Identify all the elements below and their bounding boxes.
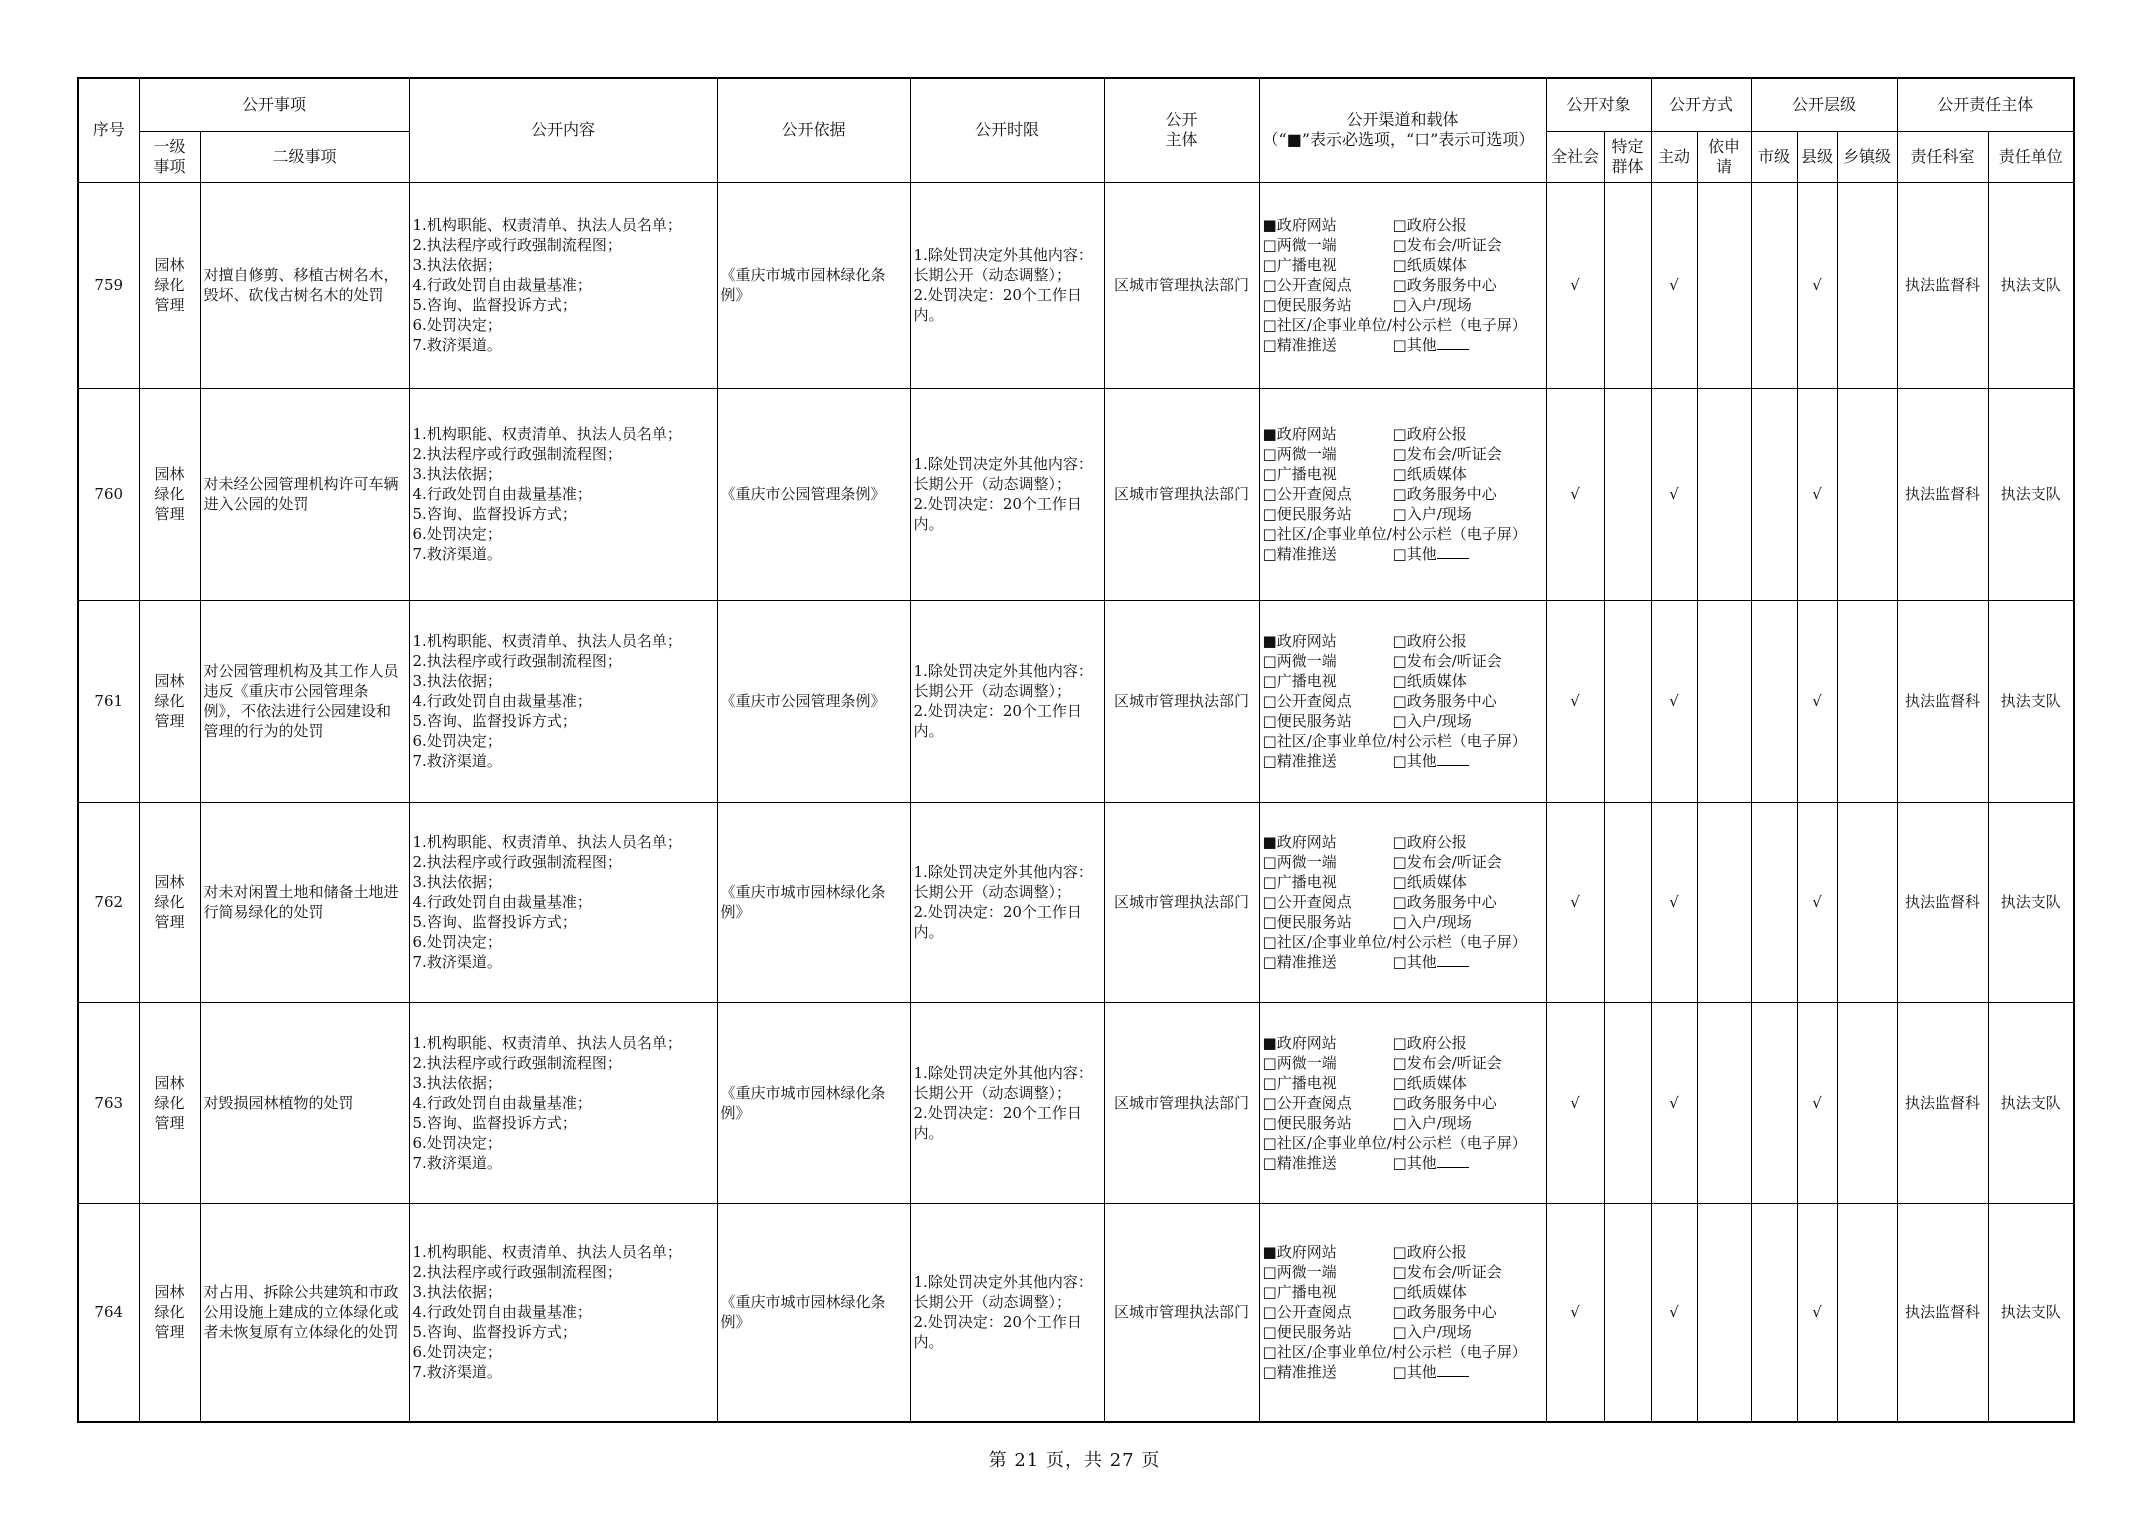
content-line: 5.咨询、监督投诉方式； xyxy=(412,712,577,730)
header-level-county: 县级 xyxy=(1797,131,1837,182)
content-line: 6.处罚决定； xyxy=(412,1343,502,1362)
cell-basis: 《重庆市城市园林绿化条例》 xyxy=(717,1203,910,1422)
channel-option: □便民服务站 xyxy=(1262,505,1352,523)
channel-option: ■政府网站 xyxy=(1262,632,1337,650)
cell-seq: 764 xyxy=(78,1203,139,1422)
content-line: 3.执法依据； xyxy=(412,672,502,690)
header-level2: 二级事项 xyxy=(200,131,409,182)
cell-resp-unit: 执法支队 xyxy=(1988,388,2074,600)
cell-method-request xyxy=(1697,182,1751,388)
cell-resp-unit: 执法支队 xyxy=(1988,600,2074,802)
cell-level-county: √ xyxy=(1797,802,1837,1002)
channel-option: □入户/现场 xyxy=(1392,1323,1472,1342)
channel-option-precise: □精准推送 xyxy=(1262,545,1337,563)
content-line: 2.执法程序或行政强制流程图； xyxy=(412,445,622,463)
header-resp-unit: 责任单位 xyxy=(1988,131,2074,182)
channel-option: □入户/现场 xyxy=(1392,712,1472,730)
cell-level1: 园林绿化管理 xyxy=(139,802,200,1002)
header-items: 公开事项 xyxy=(139,78,409,131)
content-line: 2.执法程序或行政强制流程图； xyxy=(412,236,622,254)
cell-level-town xyxy=(1837,1203,1897,1422)
cell-resp-office: 执法监督科 xyxy=(1897,182,1988,388)
cell-level-county: √ xyxy=(1797,182,1837,388)
channel-option: □纸质媒体 xyxy=(1392,672,1467,690)
cell-level-city xyxy=(1751,182,1797,388)
channel-option: □公开查阅点 xyxy=(1262,1093,1352,1112)
channel-option: □入户/现场 xyxy=(1392,913,1472,931)
channel-option: □发布会/听证会 xyxy=(1392,652,1502,670)
table-body xyxy=(78,182,2074,1422)
channel-option: □两微一端 xyxy=(1262,236,1337,254)
cell-resp-unit: 执法支队 xyxy=(1988,182,2074,388)
channel-options xyxy=(1263,832,1543,932)
content-line: 1.机构职能、权责清单、执法人员名单； xyxy=(412,1033,682,1052)
header-method: 公开方式 xyxy=(1651,78,1751,131)
channel-option: □入户/现场 xyxy=(1392,1113,1472,1132)
channel-options-last xyxy=(1263,751,1543,771)
content-line: 4.行政处罚自由裁量基准； xyxy=(412,893,592,911)
header-level-town: 乡镇级 xyxy=(1837,131,1897,182)
channel-option: □两微一端 xyxy=(1262,853,1337,871)
cell-time-limit: 1.除处罚决定外其他内容：长期公开（动态调整）； 2.处罚决定：20个工作日内。 xyxy=(910,802,1104,1002)
channel-option: □发布会/听证会 xyxy=(1392,1053,1502,1072)
channel-option-community: □社区/企事业单位/村公示栏（电子屏） xyxy=(1262,316,1527,334)
channel-option: □政务服务中心 xyxy=(1392,1093,1497,1112)
channel-option: □纸质媒体 xyxy=(1392,256,1467,274)
content-line: 7.救济渠道。 xyxy=(412,1153,502,1172)
cell-subject: 区城市管理执法部门 xyxy=(1104,1002,1259,1203)
channel-option: □两微一端 xyxy=(1262,1263,1337,1282)
page-footer: 第 21 页，共 27 页 xyxy=(988,1450,1161,1471)
channel-option: □公开查阅点 xyxy=(1262,692,1352,710)
cell-subject: 区城市管理执法部门 xyxy=(1104,600,1259,802)
table-row xyxy=(78,388,2074,600)
content-line: 1.机构职能、权责清单、执法人员名单； xyxy=(412,632,682,650)
channel-option: ■政府网站 xyxy=(1262,833,1337,851)
cell-level2: 对公园管理机构及其工作人员违反《重庆市公园管理条例》，不依法进行公园建设和管理的行为的处罚 xyxy=(200,600,409,802)
channel-options xyxy=(1263,215,1543,315)
content-line: 7.救济渠道。 xyxy=(412,752,502,770)
cell-basis: 《重庆市城市园林绿化条例》 xyxy=(717,802,910,1002)
channel-option-community: □社区/企事业单位/村公示栏（电子屏） xyxy=(1262,525,1527,543)
channel-option: □便民服务站 xyxy=(1262,296,1352,314)
header-channels-title: 公开渠道和载体 xyxy=(1346,110,1459,130)
current-page: 21 xyxy=(1014,1450,1040,1471)
channel-option-precise: □精准推送 xyxy=(1262,752,1337,770)
cell-level-city xyxy=(1751,802,1797,1002)
content-line: 7.救济渠道。 xyxy=(412,545,502,563)
header-subject: 公开主体 xyxy=(1104,78,1259,182)
cell-level-city xyxy=(1751,600,1797,802)
cell-subject: 区城市管理执法部门 xyxy=(1104,1203,1259,1422)
cell-time-limit: 1.除处罚决定外其他内容：长期公开（动态调整）； 2.处罚决定：20个工作日内。 xyxy=(910,388,1104,600)
cell-basis: 《重庆市公园管理条例》 xyxy=(717,600,910,802)
channel-option-other: □其他 xyxy=(1393,952,1543,972)
content-line: 7.救济渠道。 xyxy=(412,1363,502,1382)
channel-option: □公开查阅点 xyxy=(1262,1303,1352,1322)
cell-content xyxy=(409,388,717,600)
content-line: 4.行政处罚自由裁量基准； xyxy=(412,1093,592,1112)
channel-option-other: □其他 xyxy=(1393,335,1543,355)
channel-option: □便民服务站 xyxy=(1262,913,1352,931)
cell-seq: 763 xyxy=(78,1002,139,1203)
channel-option: □发布会/听证会 xyxy=(1392,853,1502,871)
content-line: 7.救济渠道。 xyxy=(412,336,502,354)
cell-basis: 《重庆市公园管理条例》 xyxy=(717,388,910,600)
channel-option: □便民服务站 xyxy=(1262,1113,1352,1132)
channel-options-last xyxy=(1263,952,1543,972)
content-line: 4.行政处罚自由裁量基准； xyxy=(412,485,592,503)
cell-basis: 《重庆市城市园林绿化条例》 xyxy=(717,182,910,388)
content-line: 7.救济渠道。 xyxy=(412,953,502,971)
channel-option: □发布会/听证会 xyxy=(1392,445,1502,463)
channel-option: □纸质媒体 xyxy=(1392,1073,1467,1092)
cell-content xyxy=(409,1002,717,1203)
cell-resp-unit: 执法支队 xyxy=(1988,1002,2074,1203)
cell-target-specific xyxy=(1604,802,1651,1002)
cell-channels xyxy=(1259,1203,1546,1422)
cell-level-city xyxy=(1751,388,1797,600)
cell-time-limit: 1.除处罚决定外其他内容：长期公开（动态调整）； 2.处罚决定：20个工作日内。 xyxy=(910,1002,1104,1203)
cell-level-town xyxy=(1837,600,1897,802)
total-pages: 27 xyxy=(1109,1450,1135,1471)
channel-option: □公开查阅点 xyxy=(1262,485,1352,503)
header-target-specific: 特定群体 xyxy=(1604,131,1651,182)
header-basis: 公开依据 xyxy=(717,78,910,182)
channel-options-last xyxy=(1263,1362,1543,1382)
channel-option: □政府公报 xyxy=(1392,833,1467,851)
channel-option: ■政府网站 xyxy=(1262,425,1337,443)
content-line: 1.机构职能、权责清单、执法人员名单； xyxy=(412,1243,682,1262)
cell-level-city xyxy=(1751,1203,1797,1422)
channel-options xyxy=(1263,1242,1543,1342)
cell-level-county: √ xyxy=(1797,388,1837,600)
content-line: 3.执法依据； xyxy=(412,1073,502,1092)
cell-target-specific xyxy=(1604,182,1651,388)
channel-option-other: □其他 xyxy=(1393,1362,1543,1382)
cell-level-city xyxy=(1751,1002,1797,1203)
cell-level2: 对未对闲置土地和储备土地进行简易绿化的处罚 xyxy=(200,802,409,1002)
channel-option: □两微一端 xyxy=(1262,652,1337,670)
cell-level2: 对擅自修剪、移植古树名木，毁坏、砍伐古树名木的处罚 xyxy=(200,182,409,388)
cell-content xyxy=(409,600,717,802)
cell-channels xyxy=(1259,1002,1546,1203)
content-line: 6.处罚决定； xyxy=(412,525,502,543)
cell-channels xyxy=(1259,600,1546,802)
content-line: 5.咨询、监督投诉方式； xyxy=(412,296,577,314)
channel-option: □广播电视 xyxy=(1262,1283,1337,1302)
header-target: 公开对象 xyxy=(1546,78,1651,131)
content-line: 6.处罚决定； xyxy=(412,316,502,334)
cell-time-limit: 1.除处罚决定外其他内容：长期公开（动态调整）； 2.处罚决定：20个工作日内。 xyxy=(910,182,1104,388)
channel-option: □公开查阅点 xyxy=(1262,893,1352,911)
content-line: 2.执法程序或行政强制流程图； xyxy=(412,1263,622,1282)
cell-target-specific xyxy=(1604,1203,1651,1422)
cell-subject: 区城市管理执法部门 xyxy=(1104,388,1259,600)
channel-option: □便民服务站 xyxy=(1262,712,1352,730)
channel-option: □广播电视 xyxy=(1262,873,1337,891)
header-target-all: 全社会 xyxy=(1546,131,1604,182)
channel-option: ■政府网站 xyxy=(1262,1243,1337,1262)
cell-level1: 园林绿化管理 xyxy=(139,600,200,802)
channel-option: □政务服务中心 xyxy=(1392,1303,1497,1322)
cell-resp-office: 执法监督科 xyxy=(1897,1002,1988,1203)
channel-options-last xyxy=(1263,544,1543,564)
content-line: 5.咨询、监督投诉方式； xyxy=(412,1113,577,1132)
disclosure-table xyxy=(77,77,2075,1423)
channel-option: □两微一端 xyxy=(1262,1053,1337,1072)
channel-option: □政府公报 xyxy=(1392,216,1467,234)
channel-option: □政府公报 xyxy=(1392,632,1467,650)
cell-target-all: √ xyxy=(1546,1002,1604,1203)
header-method-active: 主动 xyxy=(1651,131,1697,182)
content-line: 3.执法依据； xyxy=(412,873,502,891)
channel-option: □政务服务中心 xyxy=(1392,485,1497,503)
header-resp-office: 责任科室 xyxy=(1897,131,1988,182)
cell-level1: 园林绿化管理 xyxy=(139,1203,200,1422)
cell-target-specific xyxy=(1604,600,1651,802)
cell-level-county: √ xyxy=(1797,1203,1837,1422)
cell-method-request xyxy=(1697,388,1751,600)
cell-resp-unit: 执法支队 xyxy=(1988,802,2074,1002)
cell-level-town xyxy=(1837,388,1897,600)
cell-level2: 对未经公园管理机构许可车辆进入公园的处罚 xyxy=(200,388,409,600)
table-row xyxy=(78,600,2074,802)
channel-option-other: □其他 xyxy=(1393,751,1543,771)
cell-method-request xyxy=(1697,802,1751,1002)
channel-option: □广播电视 xyxy=(1262,256,1337,274)
content-line: 2.执法程序或行政强制流程图； xyxy=(412,1053,622,1072)
channel-option: □广播电视 xyxy=(1262,672,1337,690)
cell-level-town xyxy=(1837,802,1897,1002)
channel-option: □政府公报 xyxy=(1392,1033,1467,1052)
cell-target-all: √ xyxy=(1546,388,1604,600)
cell-target-all: √ xyxy=(1546,802,1604,1002)
cell-method-active: √ xyxy=(1651,1203,1697,1422)
cell-channels xyxy=(1259,802,1546,1002)
channel-option-precise: □精准推送 xyxy=(1262,336,1337,354)
channel-option: □发布会/听证会 xyxy=(1392,236,1502,254)
channel-options-last xyxy=(1263,1153,1543,1173)
content-line: 4.行政处罚自由裁量基准； xyxy=(412,1303,592,1322)
cell-target-all: √ xyxy=(1546,182,1604,388)
cell-method-request xyxy=(1697,1203,1751,1422)
cell-seq: 762 xyxy=(78,802,139,1002)
cell-method-active: √ xyxy=(1651,802,1697,1002)
table-row xyxy=(78,1203,2074,1422)
cell-resp-office: 执法监督科 xyxy=(1897,600,1988,802)
channel-option: ■政府网站 xyxy=(1262,1033,1337,1052)
content-line: 5.咨询、监督投诉方式； xyxy=(412,505,577,523)
cell-method-request xyxy=(1697,1002,1751,1203)
header-level-city: 市级 xyxy=(1751,131,1797,182)
channel-option-community: □社区/企事业单位/村公示栏（电子屏） xyxy=(1262,933,1527,951)
header-channels xyxy=(1259,78,1546,182)
cell-content xyxy=(409,1203,717,1422)
content-line: 3.执法依据； xyxy=(412,465,502,483)
channel-option-community: □社区/企事业单位/村公示栏（电子屏） xyxy=(1262,732,1527,750)
cell-method-request xyxy=(1697,600,1751,802)
header-level1: 一级事项 xyxy=(139,131,200,182)
cell-resp-office: 执法监督科 xyxy=(1897,388,1988,600)
content-line: 1.机构职能、权责清单、执法人员名单； xyxy=(412,425,682,443)
cell-target-specific xyxy=(1604,388,1651,600)
channel-option-precise: □精准推送 xyxy=(1262,953,1337,971)
channel-option: □广播电视 xyxy=(1262,1073,1337,1092)
channel-option-other: □其他 xyxy=(1393,544,1543,564)
cell-level1: 园林绿化管理 xyxy=(139,388,200,600)
cell-level2: 对占用、拆除公共建筑和市政公用设施上建成的立体绿化或者未恢复原有立体绿化的处罚 xyxy=(200,1203,409,1422)
cell-channels xyxy=(1259,182,1546,388)
channel-option: □纸质媒体 xyxy=(1392,873,1467,891)
cell-seq: 759 xyxy=(78,182,139,388)
channel-option: □政府公报 xyxy=(1392,425,1467,443)
content-line: 4.行政处罚自由裁量基准； xyxy=(412,692,592,710)
cell-channels xyxy=(1259,388,1546,600)
channel-options-last xyxy=(1263,335,1543,355)
cell-time-limit: 1.除处罚决定外其他内容：长期公开（动态调整）； 2.处罚决定：20个工作日内。 xyxy=(910,600,1104,802)
channel-option: □纸质媒体 xyxy=(1392,1283,1467,1302)
cell-resp-office: 执法监督科 xyxy=(1897,802,1988,1002)
content-line: 4.行政处罚自由裁量基准； xyxy=(412,276,592,294)
cell-time-limit: 1.除处罚决定外其他内容：长期公开（动态调整）； 2.处罚决定：20个工作日内。 xyxy=(910,1203,1104,1422)
content-line: 2.执法程序或行政强制流程图； xyxy=(412,853,622,871)
channel-option-precise: □精准推送 xyxy=(1262,1153,1337,1172)
cell-resp-office: 执法监督科 xyxy=(1897,1203,1988,1422)
channel-option-other: □其他 xyxy=(1393,1153,1543,1173)
channel-option-community: □社区/企事业单位/村公示栏（电子屏） xyxy=(1262,1343,1527,1362)
cell-level1: 园林绿化管理 xyxy=(139,1002,200,1203)
content-line: 1.机构职能、权责清单、执法人员名单； xyxy=(412,833,682,851)
table-row xyxy=(78,1002,2074,1203)
cell-target-specific xyxy=(1604,1002,1651,1203)
channel-options xyxy=(1263,631,1543,731)
cell-seq: 761 xyxy=(78,600,139,802)
content-line: 6.处罚决定； xyxy=(412,933,502,951)
cell-method-active: √ xyxy=(1651,1002,1697,1203)
content-line: 3.执法依据； xyxy=(412,256,502,274)
cell-method-active: √ xyxy=(1651,600,1697,802)
cell-target-all: √ xyxy=(1546,600,1604,802)
cell-content xyxy=(409,182,717,388)
content-line: 1.机构职能、权责清单、执法人员名单； xyxy=(412,216,682,234)
cell-level-county: √ xyxy=(1797,600,1837,802)
content-line: 6.处罚决定； xyxy=(412,1133,502,1152)
channel-options xyxy=(1263,1033,1543,1133)
content-line: 5.咨询、监督投诉方式； xyxy=(412,913,577,931)
cell-level2: 对毁损园林植物的处罚 xyxy=(200,1002,409,1203)
cell-level-town xyxy=(1837,1002,1897,1203)
channel-options xyxy=(1263,424,1543,524)
cell-level1: 园林绿化管理 xyxy=(139,182,200,388)
cell-resp-unit: 执法支队 xyxy=(1988,1203,2074,1422)
cell-subject: 区城市管理执法部门 xyxy=(1104,182,1259,388)
header-resp: 公开责任主体 xyxy=(1897,78,2074,131)
channel-option: □政府公报 xyxy=(1392,1243,1467,1262)
header-method-request: 依申请 xyxy=(1697,131,1751,182)
channel-option: □政务服务中心 xyxy=(1392,276,1497,294)
header-channels-note: （“■”表示必选项，“口”表示可选项） xyxy=(1262,130,1535,150)
header-content: 公开内容 xyxy=(409,78,717,182)
channel-option: □政务服务中心 xyxy=(1392,893,1497,911)
channel-option: □入户/现场 xyxy=(1392,296,1472,314)
table-row xyxy=(78,182,2074,388)
content-line: 2.执法程序或行政强制流程图； xyxy=(412,652,622,670)
channel-option: □政务服务中心 xyxy=(1392,692,1497,710)
header-seq: 序号 xyxy=(78,78,139,182)
cell-subject: 区城市管理执法部门 xyxy=(1104,802,1259,1002)
channel-option: □公开查阅点 xyxy=(1262,276,1352,294)
header-level: 公开层级 xyxy=(1751,78,1897,131)
channel-option-precise: □精准推送 xyxy=(1262,1363,1337,1382)
cell-level-county: √ xyxy=(1797,1002,1837,1203)
channel-option: □发布会/听证会 xyxy=(1392,1263,1502,1282)
content-line: 6.处罚决定； xyxy=(412,732,502,750)
header-time-limit: 公开时限 xyxy=(910,78,1104,182)
channel-option-community: □社区/企事业单位/村公示栏（电子屏） xyxy=(1262,1133,1527,1152)
cell-method-active: √ xyxy=(1651,388,1697,600)
cell-method-active: √ xyxy=(1651,182,1697,388)
channel-option: ■政府网站 xyxy=(1262,216,1337,234)
channel-option: □入户/现场 xyxy=(1392,505,1472,523)
cell-basis: 《重庆市城市园林绿化条例》 xyxy=(717,1002,910,1203)
cell-seq: 760 xyxy=(78,388,139,600)
table-row xyxy=(78,802,2074,1002)
channel-option: □广播电视 xyxy=(1262,465,1337,483)
content-line: 5.咨询、监督投诉方式； xyxy=(412,1323,577,1342)
cell-target-all: √ xyxy=(1546,1203,1604,1422)
content-line: 3.执法依据； xyxy=(412,1283,502,1302)
cell-content xyxy=(409,802,717,1002)
cell-level-town xyxy=(1837,182,1897,388)
channel-option: □便民服务站 xyxy=(1262,1323,1352,1342)
channel-option: □两微一端 xyxy=(1262,445,1337,463)
channel-option: □纸质媒体 xyxy=(1392,465,1467,483)
